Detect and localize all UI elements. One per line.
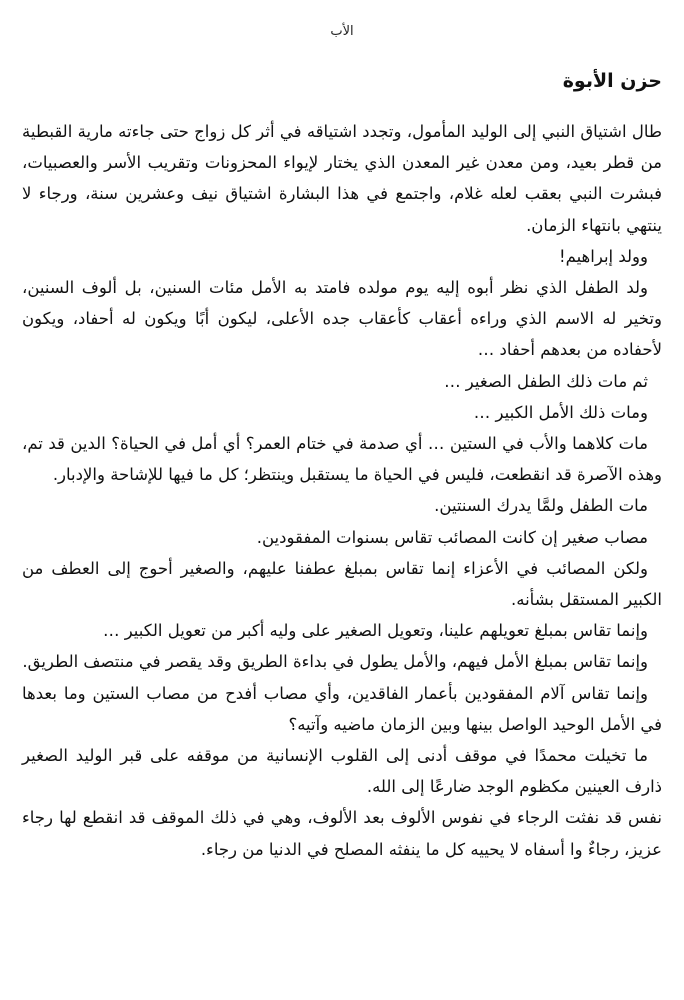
- paragraph-2: وولد إبراهيم!: [558, 246, 648, 266]
- paragraph-14: نفس قد نفثت الرجاء في نفوس الألوف بعد الألوف، وهي في ذلك الموقف قد انقطع لها رجاء عزيز، رجاءٌ وا أسفاه لا يحييه كل ما ينفثه المصلح في الدنيا من رجاء.: [22, 808, 662, 859]
- running-header: الأب: [330, 24, 354, 39]
- text-body: [22, 116, 662, 865]
- paragraph-3: ولد الطفل الذي نظر أبوه إليه يوم مولده فامتد به الأمل مئات السنين، بل ألوف السنين، وتخير له الاسم الذي وراءه أعقاب كأعقاب جده الأعلى، ليكون أبًا ويكون له أحفاد، ويكون لأحفاده من بعدهم أحفاد …: [22, 278, 662, 360]
- paragraph-10: وإنما تقاس بمبلغ تعويلهم علينا، وتعويل الصغير على وليه أكبر من تعويل الكبير …: [102, 621, 648, 641]
- paragraph-4: ثم مات ذلك الطفل الصغير …: [444, 371, 648, 391]
- paragraph-12: وإنما تقاس آلام المفقودين بأعمار الفاقدين، وأي مصاب أفدح من مصاب الستين وما بعدها في الأمل الوحيد الواصل بينها وبين الزمان ماضيه وآتيه؟: [22, 683, 662, 734]
- book-page: [22, 0, 662, 1000]
- chapter-title: حزن الأبوة: [562, 70, 662, 92]
- paragraph-11: وإنما تقاس بمبلغ الأمل فيهم، والأمل يطول في بداءة الطريق وقد يقصر في منتصف الطريق.: [22, 652, 648, 672]
- paragraph-13: ما تخيلت محمدًا في موقف أدنى إلى القلوب الإنسانية من موقفه على قبر الوليد الصغير ذارف العينين مكظوم الوجد ضارعًا إلى الله.: [22, 746, 662, 797]
- paragraph-8: مصاب صغير إن كانت المصائب تقاس بسنوات المفقودين.: [256, 527, 648, 547]
- paragraph-5: ومات ذلك الأمل الكبير …: [473, 402, 648, 422]
- paragraph-1: طال اشتياق النبي إلى الوليد المأمول، وتجدد اشتياقه في أثر كل زواج حتى جاءته مارية القبطية من قطر بعيد، ومن معدن غير المعدن الذي يختار لإيواء المحزونات وتقريب الأسر والعصبيات، فبشرت النبي بعقب لعله غلام، واجتمع في هذا البشارة اشتياق نيف وعشرين سنة، ورجاء لا ينتهي بانتهاء الزمان.: [22, 122, 662, 235]
- paragraph-9: ولكن المصائب في الأعزاء إنما تقاس بمبلغ عطفنا عليهم، والصغير أحوج إلى العطف من الكبير المستقل بشأنه.: [22, 558, 662, 610]
- paragraph-7: مات الطفل ولمَّا يدرك السنتين.: [434, 496, 648, 516]
- paragraph-6: مات كلاهما والأب في الستين … أي صدمة في ختام العمر؟ أي أمل في الحياة؟ الدين قد تم، وهذه الآصرة قد انقطعت، فليس في الحياة ما يستقبل وينتظر؛ كل ما فيها للإشاحة والإدبار.: [22, 434, 662, 485]
